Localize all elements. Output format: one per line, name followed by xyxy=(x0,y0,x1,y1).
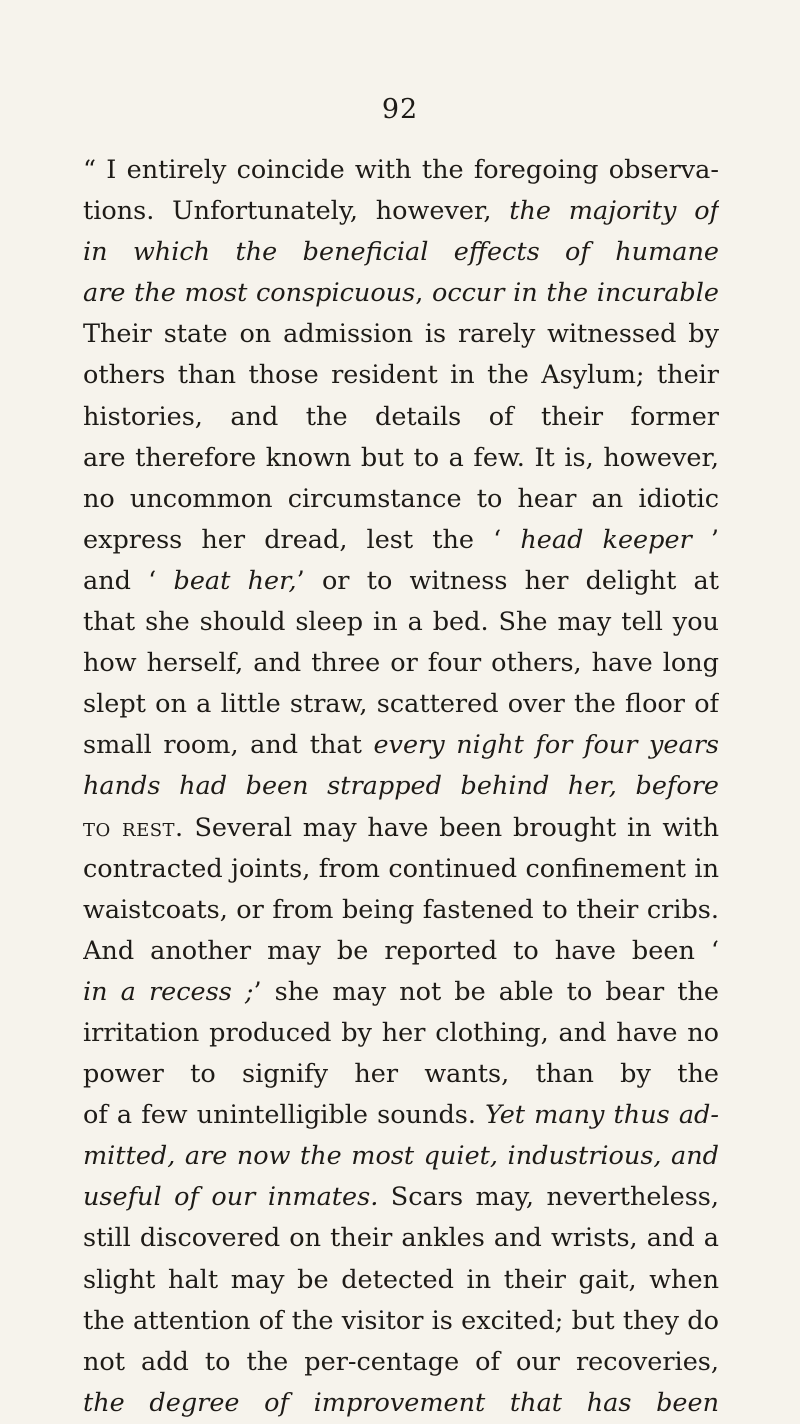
italic-text: occur in the incurable xyxy=(431,278,719,309)
text-run: ’ she may not be able to bear the xyxy=(253,976,719,1007)
text-run: and ‘ xyxy=(83,565,174,596)
text-run: “ I entirely coincide with the foregoing observa- xyxy=(83,155,719,185)
text-run: And another may be reported to have been ‘ xyxy=(83,935,719,966)
italic-text: useful of our inmates. xyxy=(83,1182,379,1213)
text-line xyxy=(83,1260,719,1301)
text-run: Several may have been brought in with xyxy=(183,812,719,843)
text-line xyxy=(83,725,719,766)
italic-text: in which the beneficial effects of humane xyxy=(83,237,719,268)
text-line xyxy=(83,1383,719,1424)
italic-text: mitted, are now the most quiet, industrious, and xyxy=(83,1141,719,1172)
text-line xyxy=(83,232,719,273)
text-line xyxy=(83,808,719,849)
italic-text: head keeper xyxy=(520,524,692,555)
text-line xyxy=(83,1301,719,1342)
text-line xyxy=(83,438,719,479)
italic-text: in a recess ; xyxy=(83,976,254,1007)
text-run: waistcoats, or from being fastened to their cribs. xyxy=(83,894,719,925)
page-number: 92 xyxy=(381,94,419,125)
text-line xyxy=(83,766,719,807)
text-line xyxy=(83,479,719,520)
text-line xyxy=(83,191,719,232)
text-run: Their state on admission is rarely witnessed by xyxy=(83,319,719,350)
text-line xyxy=(83,397,719,438)
italic-text: hands had been strapped behind her, before xyxy=(83,771,719,802)
text-line xyxy=(83,643,719,684)
text-run: histories, and the details of their former xyxy=(83,401,719,432)
text-line xyxy=(83,1095,719,1136)
text-run: Scars may, nevertheless, xyxy=(390,1182,719,1213)
text-line xyxy=(83,1136,719,1177)
small-caps-text: to rest. xyxy=(83,812,184,843)
text-run: contracted joints, from continued confinement in xyxy=(83,853,719,884)
italic-text: Yet many thus ad- xyxy=(485,1100,719,1131)
text-line xyxy=(83,520,719,561)
text-run: small room, and that xyxy=(83,730,374,761)
text-run: express her dread, lest the ‘ xyxy=(83,524,521,555)
text-line xyxy=(83,314,719,355)
text-run: of a few unintelligible sounds. xyxy=(83,1100,486,1131)
text-run: that she should sleep in a bed. She may tell you xyxy=(83,607,719,638)
text-run: slight halt may be detected in their gait, when xyxy=(83,1264,719,1295)
text-line xyxy=(83,1013,719,1054)
italic-text: the majority of xyxy=(509,196,719,227)
text-line xyxy=(83,561,719,602)
text-line xyxy=(83,972,719,1013)
text-run: no uncommon circumstance to hear an idiotic xyxy=(83,483,719,514)
text-line xyxy=(83,931,719,972)
text-run: tions. Unfortunately, however, xyxy=(83,196,510,227)
text-line xyxy=(83,1342,719,1383)
italic-text: the degree of improvement that has been xyxy=(83,1387,719,1418)
text-run: not add to the per-centage of our recoveries, xyxy=(83,1346,719,1377)
italic-text: beat her, xyxy=(173,565,297,596)
body-text xyxy=(83,150,719,1424)
text-line xyxy=(83,1054,719,1095)
text-line xyxy=(83,684,719,725)
text-line xyxy=(83,273,719,314)
text-run: , xyxy=(415,278,432,309)
text-run: how herself, and three or four others, have long xyxy=(83,648,719,679)
text-run: the attention of the visitor is excited; but they do xyxy=(83,1305,719,1336)
text-run: still discovered on their ankles and wrists, and a xyxy=(83,1223,719,1254)
text-line xyxy=(83,890,719,931)
text-line xyxy=(83,355,719,396)
text-run: others than those resident in the Asylum; their xyxy=(83,360,719,391)
text-run: power to signify her wants, than by the xyxy=(83,1059,719,1090)
text-run: are therefore known but to a few. It is, however, xyxy=(83,442,719,473)
text-run: irritation produced by her clothing, and have no xyxy=(83,1017,719,1048)
text-line xyxy=(83,1218,719,1259)
italic-text: are the most conspicuous xyxy=(83,278,416,309)
text-line xyxy=(83,849,719,890)
text-run: ’ xyxy=(710,524,719,555)
text-line xyxy=(83,150,719,191)
text-line xyxy=(83,602,719,643)
italic-text: every night for four years xyxy=(373,730,719,761)
text-run: slept on a little straw, scattered over the floor of xyxy=(83,689,719,720)
text-line xyxy=(83,1177,719,1218)
text-run: ’ or to witness her delight at xyxy=(296,565,719,596)
